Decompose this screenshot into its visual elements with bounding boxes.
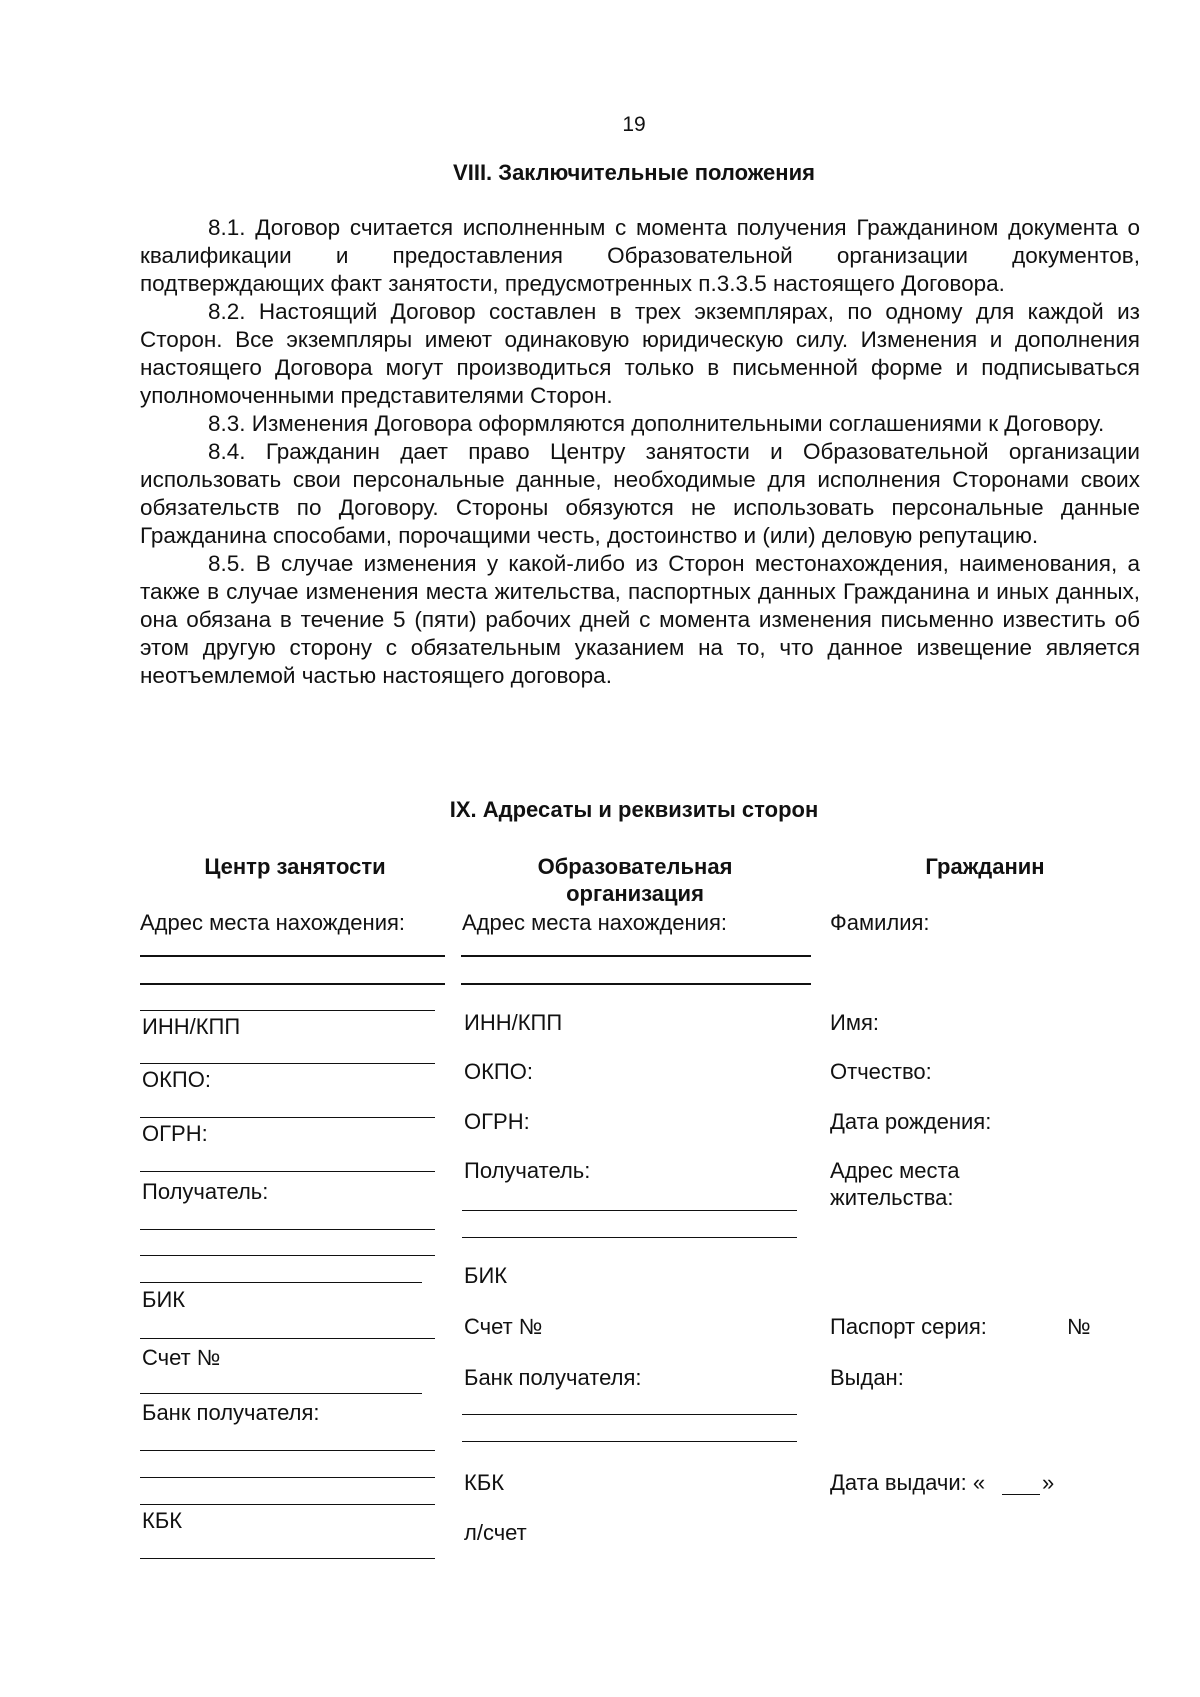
center-recipient-line-2	[140, 1255, 435, 1256]
center-ogrn-line	[140, 1171, 435, 1172]
center-ogrn-label: ОГРН:	[142, 1121, 208, 1146]
org-bik-label: БИК	[464, 1263, 508, 1288]
center-account-label: Счет №	[142, 1345, 221, 1370]
org-inn-label: ИНН/КПП	[464, 1010, 563, 1035]
citizen-issue-date-close: »	[1042, 1470, 1055, 1495]
org-recipient-label: Получатель:	[464, 1158, 591, 1183]
center-bik-label: БИК	[142, 1287, 186, 1312]
org-kbk-label: КБК	[464, 1470, 505, 1495]
center-bank-label: Банк получателя:	[142, 1400, 320, 1425]
org-personal-account-label: л/счет	[464, 1520, 527, 1545]
center-bik-line	[140, 1338, 435, 1339]
org-address-line-1	[461, 955, 811, 957]
section-8-title: VIII. Заключительные положения	[453, 160, 815, 185]
org-heading-line-1: Образовательная	[537, 854, 733, 879]
center-address-line-3	[140, 1010, 435, 1011]
center-bank-line-2	[140, 1477, 435, 1478]
org-bank-line-2	[462, 1441, 797, 1442]
citizen-birth-date-label: Дата рождения:	[830, 1109, 992, 1134]
center-heading: Центр занятости	[204, 854, 386, 879]
org-heading-line-2: организация	[566, 881, 704, 906]
paragraph-8-3: 8.3. Изменения Договора оформляются дополнительными соглашениями к Договору.	[208, 411, 1105, 436]
org-okpo-label: ОКПО:	[464, 1059, 533, 1084]
org-address-label: Адрес места нахождения:	[462, 910, 728, 935]
org-bank-line-1	[462, 1414, 797, 1415]
center-inn-label: ИНН/КПП	[142, 1014, 241, 1039]
center-recipient-label: Получатель:	[142, 1179, 269, 1204]
citizen-residence-label-line-2: жительства:	[830, 1185, 954, 1210]
citizen-residence-label-line-1: Адрес места	[830, 1158, 960, 1183]
org-bank-label: Банк получателя:	[464, 1365, 642, 1390]
citizen-passport-series-label: Паспорт серия:	[830, 1314, 987, 1339]
center-inn-line	[140, 1063, 435, 1064]
citizen-heading: Гражданин	[925, 854, 1045, 879]
center-recipient-line-3	[140, 1282, 422, 1283]
paragraph-8-1: 8.1. Договор считается исполненным с момента получения Гражданином документа о квалификации и предоставления Образовательной организации документов, подтверждающих факт занятости, предусмотренных п.3.3.5 настоящего Договора.	[140, 215, 1140, 296]
center-recipient-line-1	[140, 1229, 435, 1230]
org-ogrn-label: ОГРН:	[464, 1109, 530, 1134]
paragraph-8-5: 8.5. В случае изменения у какой-либо из Сторон местонахождения, наименования, а также в случае изменения места жительства, паспортных данных Гражданина и иных данных, она обязана в течение 5 (пяти) рабочих дней с момента изменения письменно известить об этом другую сторону с обязательным указанием на то, что данное извещение является неотъемлемой частью настоящего договора.	[140, 551, 1140, 688]
org-address-line-2	[461, 983, 811, 985]
citizen-issued-by-label: Выдан:	[830, 1365, 904, 1390]
citizen-name-label: Имя:	[830, 1010, 879, 1035]
center-kbk-line	[140, 1558, 435, 1559]
citizen-issue-date-blank	[1002, 1494, 1040, 1495]
citizen-patronymic-label: Отчество:	[830, 1059, 932, 1084]
center-address-line-2	[140, 983, 445, 985]
paragraph-8-4: 8.4. Гражданин дает право Центру занятости и Образовательной организации использовать свои персональные данные, необходимые для исполнения Сторонами своих обязательств по Договору. Стороны обязуются не использовать персональные данные Гражданина способами, порочащими честь, достоинство и (или) деловую репутацию.	[140, 439, 1140, 548]
center-kbk-label: КБК	[142, 1508, 183, 1533]
citizen-surname-label: Фамилия:	[830, 910, 930, 935]
page-number: 19	[622, 113, 646, 136]
center-okpo-label: ОКПО:	[142, 1067, 211, 1092]
org-recipient-line-1	[462, 1210, 797, 1211]
center-bank-line-1	[140, 1450, 435, 1451]
citizen-passport-number-label: №	[1067, 1314, 1091, 1339]
center-address-label: Адрес места нахождения:	[140, 910, 406, 935]
center-okpo-line	[140, 1117, 435, 1118]
org-account-label: Счет №	[464, 1314, 543, 1339]
center-address-line-1	[140, 955, 445, 957]
center-bank-line-3	[140, 1504, 435, 1505]
citizen-issue-date-label: Дата выдачи: «	[830, 1470, 986, 1495]
center-account-line	[140, 1393, 422, 1394]
org-recipient-line-2	[462, 1237, 797, 1238]
section-8-body	[140, 214, 1140, 690]
section-9-title: IX. Адресаты и реквизиты сторон	[449, 797, 819, 822]
paragraph-8-2: 8.2. Настоящий Договор составлен в трех экземплярах, по одному для каждой из Сторон. Все экземпляры имеют одинаковую юридическую силу. Изменения и дополнения настоящего Договора могут производиться только в письменной форме и подписываться уполномоченными представителями Сторон.	[140, 299, 1140, 408]
